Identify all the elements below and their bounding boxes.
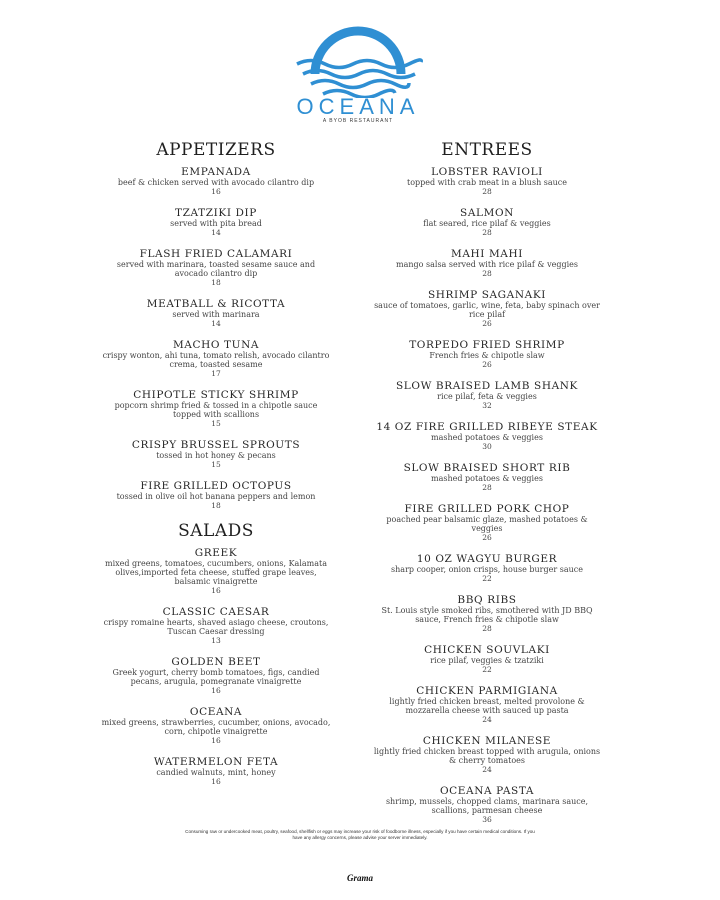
menu-item bbox=[100, 166, 332, 196]
brand-name: OCEANA bbox=[296, 94, 420, 119]
menu-item bbox=[370, 421, 604, 451]
menu-item-price: 18 bbox=[211, 278, 221, 287]
menu-item-description: mixed greens, tomatoes, cucumbers, onions, Kalamata olives,imported feta cheese, stuffed grape leaves, balsamic vinaigrette bbox=[105, 559, 327, 586]
menu-item-price: 22 bbox=[482, 574, 492, 583]
menu-item-price: 36 bbox=[482, 815, 492, 824]
menu-item-name: MEATBALL & RICOTTA bbox=[146, 298, 286, 310]
menu-item-price: 26 bbox=[482, 533, 492, 542]
menu-item-description: French fries & chipotle slaw bbox=[429, 351, 545, 360]
menu-item-description: shrimp, mussels, chopped clams, marinara sauce, scallions, parmesan cheese bbox=[385, 797, 589, 815]
menu-item-price: 13 bbox=[211, 636, 221, 645]
menu-item bbox=[100, 656, 332, 695]
menu-item-description: tossed in hot honey & pecans bbox=[156, 451, 276, 460]
menu-item-price: 14 bbox=[211, 319, 221, 328]
menu-item bbox=[100, 248, 332, 287]
menu-item-name: BBQ RIBS bbox=[457, 594, 517, 606]
menu-item bbox=[370, 785, 604, 824]
menu-item-name: WATERMELON FETA bbox=[153, 756, 279, 768]
menu-item-name: CLASSIC CAESAR bbox=[162, 606, 270, 618]
menu-item-description: served with marinara, toasted sesame sauce and avocado cilantro dip bbox=[116, 260, 316, 278]
menu-item-name: MACHO TUNA bbox=[172, 339, 260, 351]
menu-item-description: mashed potatoes & veggies bbox=[431, 474, 543, 483]
menu-item-price: 17 bbox=[211, 369, 221, 378]
menu-item-name: GOLDEN BEET bbox=[171, 656, 261, 668]
menu-item-description: rice pilaf, feta & veggies bbox=[437, 392, 537, 401]
menu-item-name: GREEK bbox=[194, 547, 238, 559]
menu-item-price: 16 bbox=[211, 586, 221, 595]
left-column bbox=[100, 140, 332, 797]
appetizers-list bbox=[100, 166, 332, 510]
menu-item-description: sauce of tomatoes, garlic, wine, feta, baby spinach over rice pilaf bbox=[374, 301, 600, 319]
brand-tagline: A BYOB RESTAURANT bbox=[322, 118, 394, 124]
menu-item bbox=[370, 594, 604, 633]
menu-item-name: CHIPOTLE STICKY SHRIMP bbox=[133, 389, 299, 401]
right-column bbox=[370, 140, 604, 835]
menu-item bbox=[370, 685, 604, 724]
menu-item-description: popcorn shrimp fried & tossed in a chipotle sauce topped with scallions bbox=[114, 401, 318, 419]
menu-item-description: St. Louis style smoked ribs, smothered with JD BBQ sauce, French fries & chipotle slaw bbox=[381, 606, 593, 624]
menu-item-price: 32 bbox=[482, 401, 492, 410]
menu-item-name: EMPANADA bbox=[181, 166, 251, 178]
menu-item-price: 28 bbox=[482, 228, 492, 237]
menu-item-price: 18 bbox=[211, 501, 221, 510]
menu-item-name: MAHI MAHI bbox=[450, 248, 523, 260]
menu-item-description: Greek yogurt, cherry bomb tomatoes, figs, candied pecans, arugula, pomegranate vinaigrette bbox=[112, 668, 320, 686]
menu-item-price: 28 bbox=[482, 483, 492, 492]
menu-item-name: TZATZIKI DIP bbox=[175, 207, 257, 219]
menu-item bbox=[370, 735, 604, 774]
menu-item-name: SLOW BRAISED SHORT RIB bbox=[403, 462, 571, 474]
restaurant-logo bbox=[290, 14, 426, 134]
menu-item-description: sharp cooper, onion crisps, house burger sauce bbox=[391, 565, 583, 574]
menu-item bbox=[100, 207, 332, 237]
menu-item-price: 24 bbox=[482, 765, 492, 774]
menu-item-description: lightly fried chicken breast, melted provolone & mozzarella cheese with sauced up pasta bbox=[389, 697, 585, 715]
menu-item bbox=[100, 547, 332, 595]
menu-item-price: 22 bbox=[482, 665, 492, 674]
menu-item-name: 14 OZ FIRE GRILLED RIBEYE STEAK bbox=[376, 421, 598, 433]
menu-item bbox=[370, 248, 604, 278]
menu-item bbox=[100, 606, 332, 645]
entrees-list bbox=[370, 166, 604, 824]
salads-title: SALADS bbox=[178, 521, 254, 541]
menu-item-price: 26 bbox=[482, 319, 492, 328]
menu-item-description: lightly fried chicken breast topped with arugula, onions & cherry tomatoes bbox=[373, 747, 601, 765]
menu-item-name: FLASH FRIED CALAMARI bbox=[139, 248, 293, 260]
menu-item bbox=[370, 166, 604, 196]
menu-item-name: OCEANA PASTA bbox=[439, 785, 535, 797]
allergy-disclaimer: Consuming raw or undercooked meat, poultry, seafood, shellfish or eggs may increase your risk of foodborne illness, especially if you have certain medical conditions. If you have any allergy concerns, please advise your server immediately. bbox=[185, 829, 535, 840]
salads-list bbox=[100, 547, 332, 786]
menu-item-price: 28 bbox=[482, 624, 492, 633]
menu-item-name: FIRE GRILLED OCTOPUS bbox=[140, 480, 292, 492]
menu-item-description: crispy romaine hearts, shaved asiago cheese, croutons, Tuscan Caesar dressing bbox=[103, 618, 329, 636]
entrees-title: ENTREES bbox=[441, 140, 533, 160]
menu-item-name: LOBSTER RAVIOLI bbox=[431, 166, 543, 178]
menu-item-description: topped with crab meat in a blush sauce bbox=[406, 178, 567, 187]
menu-item bbox=[370, 503, 604, 542]
menu-item bbox=[370, 207, 604, 237]
menu-item bbox=[370, 339, 604, 369]
menu-item-name: 10 OZ WAGYU BURGER bbox=[416, 553, 558, 565]
menu-item bbox=[370, 553, 604, 583]
menu-item-name: SLOW BRAISED LAMB SHANK bbox=[396, 380, 578, 392]
menu-item bbox=[370, 289, 604, 328]
menu-item-description: served with pita bread bbox=[170, 219, 262, 228]
menu-item bbox=[100, 756, 332, 786]
menu-item-price: 16 bbox=[211, 736, 221, 745]
menu-item-price: 14 bbox=[211, 228, 221, 237]
appetizers-title: APPETIZERS bbox=[156, 140, 276, 160]
menu-item-description: mixed greens, strawberries, cucumber, onions, avocado, corn, chipotle vinaigrette bbox=[101, 718, 331, 736]
menu-item-price: 28 bbox=[482, 187, 492, 196]
menu-item-name: SALMON bbox=[460, 207, 514, 219]
menu-item-price: 28 bbox=[482, 269, 492, 278]
menu-item-description: beef & chicken served with avocado cilantro dip bbox=[117, 178, 315, 187]
menu-item-price: 26 bbox=[482, 360, 492, 369]
menu-item-price: 30 bbox=[482, 442, 492, 451]
menu-item-name: SHRIMP SAGANAKI bbox=[427, 289, 547, 301]
menu-item-price: 16 bbox=[211, 777, 221, 786]
menu-item-name: CHICKEN SOUVLAKI bbox=[424, 644, 550, 656]
menu-item-price: 16 bbox=[211, 187, 221, 196]
sun-over-waves-icon bbox=[293, 14, 423, 98]
menu-item bbox=[100, 706, 332, 745]
menu-item-name: CHICKEN MILANESE bbox=[422, 735, 552, 747]
printer-logo bbox=[338, 873, 382, 883]
menu-item-description: rice pilaf, veggies & tzatziki bbox=[430, 656, 544, 665]
printer-logo-text: Grama bbox=[346, 873, 373, 883]
menu-item bbox=[100, 389, 332, 428]
menu-item bbox=[370, 644, 604, 674]
menu-item-name: OCEANA bbox=[189, 706, 243, 718]
menu-item-name: TORPEDO FRIED SHRIMP bbox=[409, 339, 565, 351]
menu-item-description: poached pear balsamic glaze, mashed potatoes & veggies bbox=[386, 515, 588, 533]
menu-item bbox=[100, 298, 332, 328]
menu-item-price: 15 bbox=[211, 460, 221, 469]
menu-item-price: 24 bbox=[482, 715, 492, 724]
menu-item-name: CRISPY BRUSSEL SPROUTS bbox=[131, 439, 301, 451]
menu-item-description: tossed in olive oil hot banana peppers and lemon bbox=[116, 492, 316, 501]
menu-item-description: served with marinara bbox=[172, 310, 260, 319]
menu-item bbox=[100, 480, 332, 510]
menu-item-price: 16 bbox=[211, 686, 221, 695]
menu-item-name: CHICKEN PARMIGIANA bbox=[416, 685, 558, 697]
menu-item-description: mashed potatoes & veggies bbox=[431, 433, 543, 442]
menu-item bbox=[370, 462, 604, 492]
menu-item-description: flat seared, rice pilaf & veggies bbox=[423, 219, 551, 228]
menu-item-description: crispy wonton, ahi tuna, tomato relish, avocado cilantro crema, toasted sesame bbox=[102, 351, 330, 369]
menu-item-name: FIRE GRILLED PORK CHOP bbox=[404, 503, 570, 515]
menu-item bbox=[100, 339, 332, 378]
menu-item bbox=[370, 380, 604, 410]
menu-item bbox=[100, 439, 332, 469]
menu-item-description: mango salsa served with rice pilaf & veggies bbox=[396, 260, 578, 269]
menu-item-description: candied walnuts, mint, honey bbox=[156, 768, 276, 777]
menu-item-price: 15 bbox=[211, 419, 221, 428]
